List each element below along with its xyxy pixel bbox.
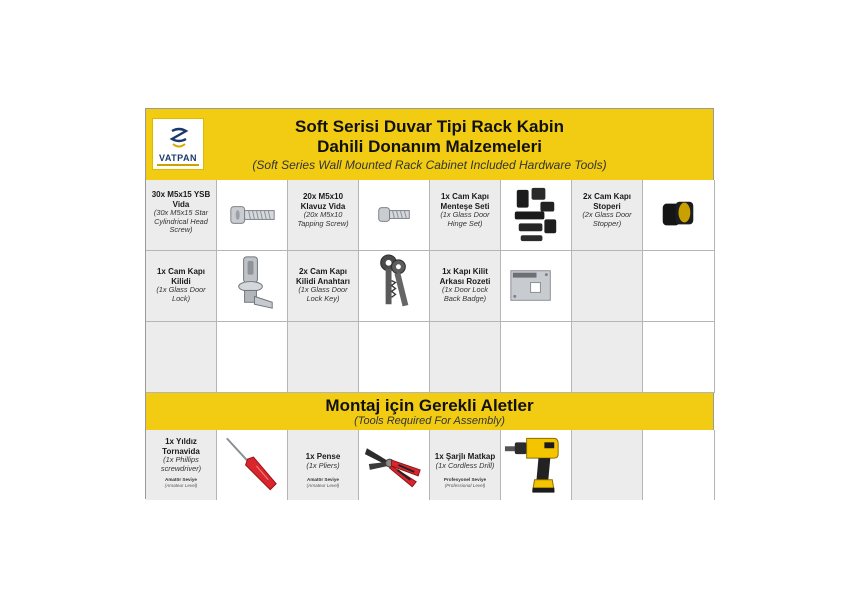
door-lock-icon	[217, 251, 287, 321]
cordless-drill-icon	[501, 430, 571, 500]
hardware-item-5	[146, 251, 217, 322]
hardware-item-3	[430, 180, 501, 251]
empty-cell	[572, 251, 643, 322]
item-label: 1x Kapı Kilit Arkası Rozeti	[439, 267, 491, 286]
tool-level: Amatör Seviye	[307, 477, 339, 483]
tools-title: Montaj için Gerekli Aletler	[325, 396, 534, 415]
item-sub: (2x Glass Door Stopper)	[582, 210, 632, 228]
tool-level-en: (Professional Level)	[444, 482, 486, 488]
tools-subtitle: (Tools Required For Assembly)	[354, 415, 505, 427]
tapping-screw-icon	[359, 180, 429, 250]
item-sub: (1x Glass Door Lock Key)	[298, 285, 348, 303]
empty-cell	[643, 322, 715, 393]
item-label: 2x Cam Kapı Kilidi Anahtarı	[296, 267, 350, 286]
lock-badge-icon	[501, 251, 571, 321]
header-banner	[146, 109, 713, 180]
item-label: 20x M5x10 Klavuz Vida	[300, 192, 346, 211]
empty-cell	[643, 251, 715, 322]
hardware-image-6	[359, 251, 430, 322]
lock-key-icon	[359, 251, 429, 321]
hardware-image-5	[217, 251, 288, 322]
tool-sub: (1x Cordless Drill)	[435, 460, 495, 470]
screw-icon	[217, 180, 287, 250]
hardware-item-6	[288, 251, 359, 322]
empty-cell	[359, 322, 430, 393]
title-line-2: Dahili Donanım Malzemeleri	[317, 137, 542, 156]
hardware-item-2	[288, 180, 359, 251]
empty-cell	[643, 430, 715, 500]
item-sub: (1x Door Lock Back Badge)	[441, 285, 488, 303]
hardware-image-1	[217, 180, 288, 251]
tool-level-en: (Amateur Level)	[164, 482, 198, 488]
tools-banner	[146, 393, 713, 430]
tool-level: Amatör Seviye	[165, 477, 197, 483]
hardware-image-3	[501, 180, 572, 251]
hardware-sheet	[145, 108, 714, 499]
tools-grid	[146, 430, 713, 500]
tool-image-1	[217, 430, 288, 500]
logo-text: VATPAN	[159, 153, 197, 163]
hardware-image-2	[359, 180, 430, 251]
item-label: 2x Cam Kapı Stoperi	[582, 192, 632, 211]
item-sub: (1x Glass Door Lock)	[156, 285, 206, 303]
item-label: 1x Cam Kapı Menteşe Seti	[440, 192, 490, 211]
tool-item-2	[288, 430, 359, 500]
tool-level: Profesyonel Seviye	[443, 477, 487, 483]
item-label: 30x M5x15 YSB Vida	[151, 190, 211, 209]
empty-cell	[501, 322, 572, 393]
empty-cell	[430, 322, 501, 393]
empty-cell	[572, 322, 643, 393]
pliers-icon	[359, 430, 429, 500]
screwdriver-icon	[217, 430, 287, 500]
empty-cell	[146, 322, 217, 393]
tool-label: 1x Şarjlı Matkap	[434, 452, 496, 461]
tool-image-2	[359, 430, 430, 500]
hardware-item-4	[572, 180, 643, 251]
hardware-image-4	[643, 180, 715, 251]
hardware-grid	[146, 180, 713, 393]
tool-label: 1x Pense	[305, 452, 341, 461]
tool-level-en: (Amateur Level)	[306, 482, 340, 488]
hardware-image-7	[501, 251, 572, 322]
item-sub: (1x Glass Door Hinge Set)	[440, 210, 490, 228]
empty-cell	[572, 430, 643, 500]
tool-item-1	[146, 430, 217, 500]
tool-sub: (1x Phillips screwdriver)	[160, 455, 202, 473]
subtitle: (Soft Series Wall Mounted Rack Cabinet Included Hardware Tools)	[252, 158, 607, 172]
item-sub: (20x M5x10 Tapping Screw)	[297, 210, 349, 228]
hardware-item-7	[430, 251, 501, 322]
door-stopper-icon	[643, 180, 714, 250]
hinge-set-icon	[501, 180, 571, 250]
tool-label: 1x Yıldız Tornavida	[162, 437, 200, 456]
item-sub: (30x M5x15 Star Cylindrical Head Screw)	[153, 208, 209, 235]
tool-image-3	[501, 430, 572, 500]
item-label: 1x Cam Kapı Kilidi	[156, 267, 206, 286]
hardware-item-1	[146, 180, 217, 251]
title-line-1: Soft Serisi Duvar Tipi Rack Kabin	[295, 117, 564, 136]
tool-sub: (1x Pliers)	[306, 460, 340, 470]
empty-cell	[217, 322, 288, 393]
tool-item-3	[430, 430, 501, 500]
empty-cell	[288, 322, 359, 393]
